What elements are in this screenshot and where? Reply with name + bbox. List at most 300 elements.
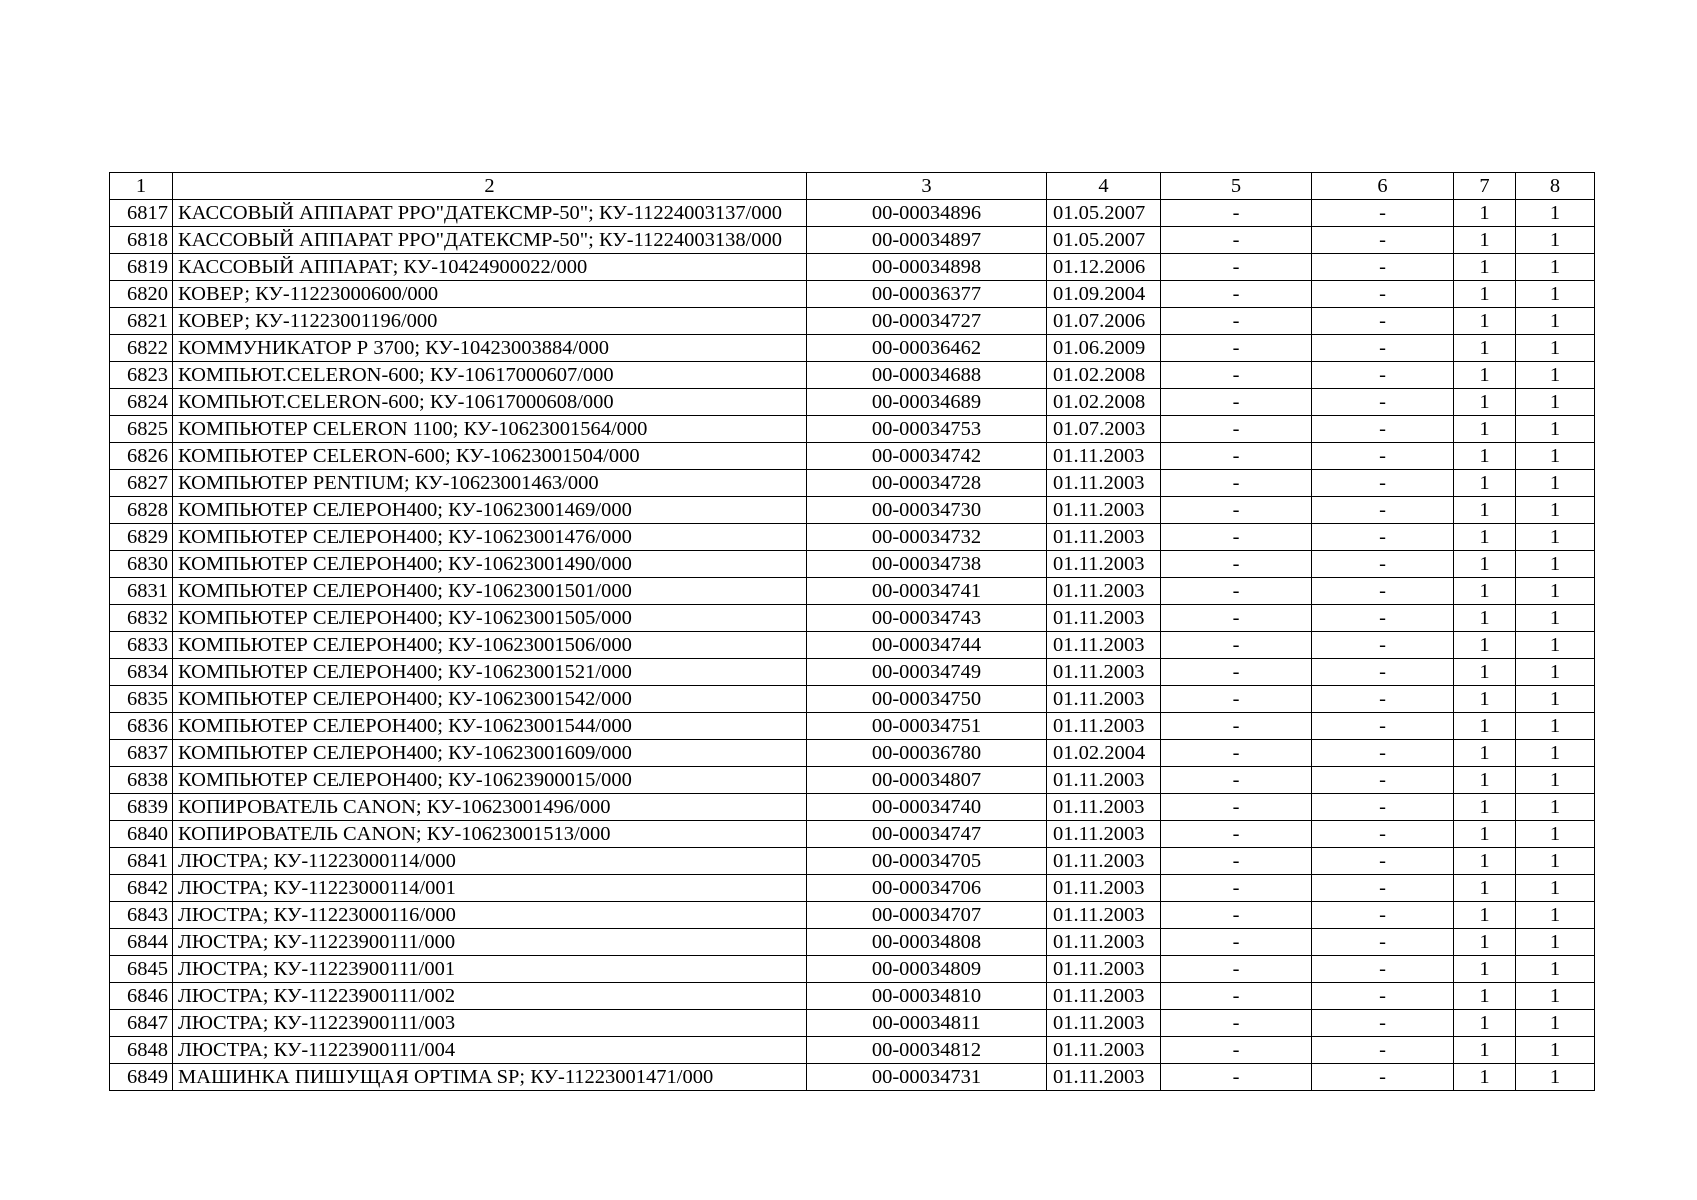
column-8-cell: 1 (1516, 902, 1595, 929)
column-5-cell: - (1161, 686, 1312, 713)
date-cell: 01.11.2003 (1047, 1010, 1161, 1037)
column-6-cell: - (1312, 416, 1454, 443)
item-name-cell: КОМПЬЮТЕР CELERON 1100; КУ-10623001564/000 (173, 416, 807, 443)
inventory-code-cell: 00-00034689 (807, 389, 1047, 416)
row-number-cell: 6846 (110, 983, 173, 1010)
column-6-cell: - (1312, 389, 1454, 416)
item-name-cell: КОМПЬЮТЕР СЕЛЕРОН400; КУ-10623001506/000 (173, 632, 807, 659)
column-8-cell: 1 (1516, 416, 1595, 443)
column-6-cell: - (1312, 254, 1454, 281)
inventory-code-cell: 00-00034811 (807, 1010, 1047, 1037)
date-cell: 01.11.2003 (1047, 875, 1161, 902)
inventory-code-cell: 00-00034744 (807, 632, 1047, 659)
item-name-cell: КОМПЬЮТЕР СЕЛЕРОН400; КУ-10623001469/000 (173, 497, 807, 524)
column-8-cell: 1 (1516, 362, 1595, 389)
column-8-cell: 1 (1516, 686, 1595, 713)
column-6-cell: - (1312, 848, 1454, 875)
row-number-cell: 6828 (110, 497, 173, 524)
date-cell: 01.09.2004 (1047, 281, 1161, 308)
inventory-code-cell: 00-00034727 (807, 308, 1047, 335)
table-row (110, 578, 1595, 605)
column-7-cell: 1 (1454, 308, 1516, 335)
column-7-cell: 1 (1454, 659, 1516, 686)
column-7-cell: 1 (1454, 416, 1516, 443)
column-7-cell: 1 (1454, 686, 1516, 713)
table-row (110, 1010, 1595, 1037)
column-6-cell: - (1312, 1037, 1454, 1064)
table-row (110, 227, 1595, 254)
row-number-cell: 6841 (110, 848, 173, 875)
inventory-code-cell: 00-00034749 (807, 659, 1047, 686)
column-6-cell: - (1312, 281, 1454, 308)
row-number-cell: 6838 (110, 767, 173, 794)
date-cell: 01.02.2008 (1047, 362, 1161, 389)
table-row (110, 335, 1595, 362)
date-cell: 01.11.2003 (1047, 605, 1161, 632)
column-5-cell: - (1161, 821, 1312, 848)
row-number-cell: 6818 (110, 227, 173, 254)
inventory-code-cell: 00-00034898 (807, 254, 1047, 281)
date-cell: 01.11.2003 (1047, 578, 1161, 605)
column-6-cell: - (1312, 740, 1454, 767)
inventory-code-cell: 00-00034728 (807, 470, 1047, 497)
column-8-cell: 1 (1516, 200, 1595, 227)
column-7-cell: 1 (1454, 227, 1516, 254)
column-5-cell: - (1161, 551, 1312, 578)
column-8-cell: 1 (1516, 443, 1595, 470)
column-5-cell: - (1161, 497, 1312, 524)
item-name-cell: КАССОВЫЙ АППАРАТ РРО"ДАТЕКСМР-50"; КУ-11224003138/000 (173, 227, 807, 254)
item-name-cell: КОММУНИКАТОР Р 3700; КУ-10423003884/000 (173, 335, 807, 362)
item-name-cell: КОМПЬЮТЕР СЕЛЕРОН400; КУ-10623900015/000 (173, 767, 807, 794)
column-5-cell: - (1161, 929, 1312, 956)
column-8-cell: 1 (1516, 605, 1595, 632)
column-8-cell: 1 (1516, 1037, 1595, 1064)
column-header-3: 3 (807, 173, 1047, 200)
date-cell: 01.05.2007 (1047, 200, 1161, 227)
column-6-cell: - (1312, 686, 1454, 713)
item-name-cell: КОПИРОВАТЕЛЬ CANON; КУ-10623001513/000 (173, 821, 807, 848)
column-5-cell: - (1161, 254, 1312, 281)
item-name-cell: КОВЕР; КУ-11223001196/000 (173, 308, 807, 335)
row-number-cell: 6823 (110, 362, 173, 389)
inventory-code-cell: 00-00034743 (807, 605, 1047, 632)
column-7-cell: 1 (1454, 335, 1516, 362)
row-number-cell: 6833 (110, 632, 173, 659)
column-6-cell: - (1312, 443, 1454, 470)
column-5-cell: - (1161, 767, 1312, 794)
column-5-cell: - (1161, 713, 1312, 740)
inventory-code-cell: 00-00034809 (807, 956, 1047, 983)
table-row (110, 524, 1595, 551)
inventory-code-cell: 00-00036780 (807, 740, 1047, 767)
column-6-cell: - (1312, 713, 1454, 740)
column-8-cell: 1 (1516, 281, 1595, 308)
date-cell: 01.11.2003 (1047, 686, 1161, 713)
column-5-cell: - (1161, 605, 1312, 632)
row-number-cell: 6825 (110, 416, 173, 443)
column-7-cell: 1 (1454, 1037, 1516, 1064)
column-6-cell: - (1312, 470, 1454, 497)
column-5-cell: - (1161, 335, 1312, 362)
column-6-cell: - (1312, 875, 1454, 902)
column-7-cell: 1 (1454, 200, 1516, 227)
inventory-code-cell: 00-00034707 (807, 902, 1047, 929)
table-row (110, 902, 1595, 929)
table-row (110, 686, 1595, 713)
table-row (110, 416, 1595, 443)
column-7-cell: 1 (1454, 281, 1516, 308)
inventory-code-cell: 00-00034747 (807, 821, 1047, 848)
row-number-cell: 6817 (110, 200, 173, 227)
column-5-cell: - (1161, 281, 1312, 308)
row-number-cell: 6849 (110, 1064, 173, 1091)
column-7-cell: 1 (1454, 983, 1516, 1010)
column-5-cell: - (1161, 1064, 1312, 1091)
table-row (110, 389, 1595, 416)
item-name-cell: КОМПЬЮТЕР СЕЛЕРОН400; КУ-10623001476/000 (173, 524, 807, 551)
row-number-cell: 6843 (110, 902, 173, 929)
table-row (110, 956, 1595, 983)
column-6-cell: - (1312, 524, 1454, 551)
inventory-code-cell: 00-00034753 (807, 416, 1047, 443)
inventory-code-cell: 00-00034751 (807, 713, 1047, 740)
column-7-cell: 1 (1454, 956, 1516, 983)
item-name-cell: КАССОВЫЙ АППАРАТ; КУ-10424900022/000 (173, 254, 807, 281)
table-row (110, 929, 1595, 956)
column-5-cell: - (1161, 632, 1312, 659)
column-7-cell: 1 (1454, 902, 1516, 929)
column-7-cell: 1 (1454, 740, 1516, 767)
column-7-cell: 1 (1454, 524, 1516, 551)
column-6-cell: - (1312, 794, 1454, 821)
date-cell: 01.02.2008 (1047, 389, 1161, 416)
inventory-code-cell: 00-00034731 (807, 1064, 1047, 1091)
table-row (110, 308, 1595, 335)
column-6-cell: - (1312, 1010, 1454, 1037)
inventory-code-cell: 00-00034732 (807, 524, 1047, 551)
item-name-cell: КОПИРОВАТЕЛЬ CANON; КУ-10623001496/000 (173, 794, 807, 821)
column-7-cell: 1 (1454, 794, 1516, 821)
inventory-code-cell: 00-00034738 (807, 551, 1047, 578)
row-number-cell: 6835 (110, 686, 173, 713)
inventory-code-cell: 00-00034740 (807, 794, 1047, 821)
item-name-cell: ЛЮСТРА; КУ-11223900111/003 (173, 1010, 807, 1037)
column-7-cell: 1 (1454, 551, 1516, 578)
column-7-cell: 1 (1454, 713, 1516, 740)
inventory-code-cell: 00-00034896 (807, 200, 1047, 227)
date-cell: 01.11.2003 (1047, 794, 1161, 821)
item-name-cell: КОВЕР; КУ-11223000600/000 (173, 281, 807, 308)
table-header-row (110, 173, 1595, 200)
date-cell: 01.02.2004 (1047, 740, 1161, 767)
column-5-cell: - (1161, 443, 1312, 470)
table-row (110, 497, 1595, 524)
inventory-code-cell: 00-00034706 (807, 875, 1047, 902)
item-name-cell: КОМПЬЮТЕР СЕЛЕРОН400; КУ-10623001505/000 (173, 605, 807, 632)
date-cell: 01.06.2009 (1047, 335, 1161, 362)
column-8-cell: 1 (1516, 254, 1595, 281)
column-8-cell: 1 (1516, 983, 1595, 1010)
column-5-cell: - (1161, 875, 1312, 902)
inventory-code-cell: 00-00034810 (807, 983, 1047, 1010)
column-7-cell: 1 (1454, 1010, 1516, 1037)
column-5-cell: - (1161, 470, 1312, 497)
column-6-cell: - (1312, 335, 1454, 362)
column-5-cell: - (1161, 659, 1312, 686)
table-row (110, 983, 1595, 1010)
inventory-code-cell: 00-00036377 (807, 281, 1047, 308)
column-5-cell: - (1161, 983, 1312, 1010)
table-row (110, 200, 1595, 227)
column-header-7: 7 (1454, 173, 1516, 200)
item-name-cell: КОМПЬЮТЕР CELERON-600; КУ-10623001504/000 (173, 443, 807, 470)
column-7-cell: 1 (1454, 497, 1516, 524)
date-cell: 01.07.2006 (1047, 308, 1161, 335)
item-name-cell: КОМПЬЮТЕР СЕЛЕРОН400; КУ-10623001609/000 (173, 740, 807, 767)
item-name-cell: КОМПЬЮТЕР СЕЛЕРОН400; КУ-10623001501/000 (173, 578, 807, 605)
column-5-cell: - (1161, 308, 1312, 335)
row-number-cell: 6832 (110, 605, 173, 632)
column-6-cell: - (1312, 578, 1454, 605)
column-6-cell: - (1312, 497, 1454, 524)
item-name-cell: КОМПЬЮТЕР PENTIUM; КУ-10623001463/000 (173, 470, 807, 497)
row-number-cell: 6845 (110, 956, 173, 983)
column-6-cell: - (1312, 632, 1454, 659)
date-cell: 01.11.2003 (1047, 497, 1161, 524)
column-7-cell: 1 (1454, 578, 1516, 605)
table-row (110, 254, 1595, 281)
column-6-cell: - (1312, 767, 1454, 794)
column-8-cell: 1 (1516, 497, 1595, 524)
row-number-cell: 6822 (110, 335, 173, 362)
column-7-cell: 1 (1454, 254, 1516, 281)
row-number-cell: 6819 (110, 254, 173, 281)
column-header-8: 8 (1516, 173, 1595, 200)
column-6-cell: - (1312, 551, 1454, 578)
column-header-4: 4 (1047, 173, 1161, 200)
date-cell: 01.11.2003 (1047, 659, 1161, 686)
column-5-cell: - (1161, 200, 1312, 227)
date-cell: 01.12.2006 (1047, 254, 1161, 281)
row-number-cell: 6837 (110, 740, 173, 767)
column-8-cell: 1 (1516, 848, 1595, 875)
column-5-cell: - (1161, 227, 1312, 254)
row-number-cell: 6842 (110, 875, 173, 902)
table-row (110, 605, 1595, 632)
column-5-cell: - (1161, 578, 1312, 605)
column-5-cell: - (1161, 1010, 1312, 1037)
column-8-cell: 1 (1516, 713, 1595, 740)
column-5-cell: - (1161, 956, 1312, 983)
column-7-cell: 1 (1454, 929, 1516, 956)
table-row (110, 740, 1595, 767)
inventory-code-cell: 00-00034742 (807, 443, 1047, 470)
column-6-cell: - (1312, 1064, 1454, 1091)
row-number-cell: 6829 (110, 524, 173, 551)
column-7-cell: 1 (1454, 470, 1516, 497)
inventory-code-cell: 00-00034705 (807, 848, 1047, 875)
item-name-cell: МАШИНКА ПИШУЩАЯ OPTIMA SP; КУ-11223001471/000 (173, 1064, 807, 1091)
column-header-2: 2 (173, 173, 807, 200)
table-row (110, 551, 1595, 578)
column-8-cell: 1 (1516, 470, 1595, 497)
column-8-cell: 1 (1516, 1064, 1595, 1091)
column-6-cell: - (1312, 362, 1454, 389)
column-8-cell: 1 (1516, 632, 1595, 659)
item-name-cell: КОМПЬЮТЕР СЕЛЕРОН400; КУ-10623001521/000 (173, 659, 807, 686)
row-number-cell: 6848 (110, 1037, 173, 1064)
row-number-cell: 6844 (110, 929, 173, 956)
date-cell: 01.11.2003 (1047, 929, 1161, 956)
date-cell: 01.11.2003 (1047, 551, 1161, 578)
row-number-cell: 6831 (110, 578, 173, 605)
table-row (110, 281, 1595, 308)
column-8-cell: 1 (1516, 335, 1595, 362)
column-6-cell: - (1312, 821, 1454, 848)
row-number-cell: 6839 (110, 794, 173, 821)
column-8-cell: 1 (1516, 1010, 1595, 1037)
item-name-cell: КОМПЬЮТЕР СЕЛЕРОН400; КУ-10623001542/000 (173, 686, 807, 713)
row-number-cell: 6824 (110, 389, 173, 416)
column-7-cell: 1 (1454, 767, 1516, 794)
column-5-cell: - (1161, 794, 1312, 821)
table-row (110, 470, 1595, 497)
row-number-cell: 6827 (110, 470, 173, 497)
column-5-cell: - (1161, 524, 1312, 551)
table-row (110, 659, 1595, 686)
column-5-cell: - (1161, 848, 1312, 875)
table-row (110, 821, 1595, 848)
table-row (110, 848, 1595, 875)
date-cell: 01.11.2003 (1047, 713, 1161, 740)
column-8-cell: 1 (1516, 524, 1595, 551)
column-6-cell: - (1312, 983, 1454, 1010)
column-8-cell: 1 (1516, 794, 1595, 821)
row-number-cell: 6821 (110, 308, 173, 335)
date-cell: 01.11.2003 (1047, 983, 1161, 1010)
column-7-cell: 1 (1454, 605, 1516, 632)
column-6-cell: - (1312, 929, 1454, 956)
date-cell: 01.11.2003 (1047, 632, 1161, 659)
column-6-cell: - (1312, 956, 1454, 983)
column-header-1: 1 (110, 173, 173, 200)
inventory-code-cell: 00-00034730 (807, 497, 1047, 524)
inventory-code-cell: 00-00034741 (807, 578, 1047, 605)
column-7-cell: 1 (1454, 632, 1516, 659)
inventory-code-cell: 00-00036462 (807, 335, 1047, 362)
date-cell: 01.11.2003 (1047, 1064, 1161, 1091)
column-6-cell: - (1312, 659, 1454, 686)
column-7-cell: 1 (1454, 389, 1516, 416)
column-8-cell: 1 (1516, 659, 1595, 686)
column-5-cell: - (1161, 362, 1312, 389)
inventory-table (109, 172, 1595, 1091)
column-6-cell: - (1312, 227, 1454, 254)
date-cell: 01.11.2003 (1047, 767, 1161, 794)
date-cell: 01.11.2003 (1047, 443, 1161, 470)
inventory-code-cell: 00-00034808 (807, 929, 1047, 956)
table-row (110, 362, 1595, 389)
date-cell: 01.11.2003 (1047, 956, 1161, 983)
row-number-cell: 6847 (110, 1010, 173, 1037)
table-row (110, 713, 1595, 740)
column-8-cell: 1 (1516, 551, 1595, 578)
row-number-cell: 6820 (110, 281, 173, 308)
column-5-cell: - (1161, 740, 1312, 767)
item-name-cell: ЛЮСТРА; КУ-11223000114/000 (173, 848, 807, 875)
table-row (110, 767, 1595, 794)
date-cell: 01.11.2003 (1047, 470, 1161, 497)
column-8-cell: 1 (1516, 956, 1595, 983)
column-6-cell: - (1312, 902, 1454, 929)
item-name-cell: КОМПЬЮТЕР СЕЛЕРОН400; КУ-10623001490/000 (173, 551, 807, 578)
column-7-cell: 1 (1454, 362, 1516, 389)
table-row (110, 1037, 1595, 1064)
item-name-cell: ЛЮСТРА; КУ-11223900111/001 (173, 956, 807, 983)
column-7-cell: 1 (1454, 875, 1516, 902)
column-7-cell: 1 (1454, 1064, 1516, 1091)
item-name-cell: ЛЮСТРА; КУ-11223900111/002 (173, 983, 807, 1010)
table-row (110, 875, 1595, 902)
date-cell: 01.11.2003 (1047, 1037, 1161, 1064)
item-name-cell: ЛЮСТРА; КУ-11223900111/004 (173, 1037, 807, 1064)
column-7-cell: 1 (1454, 443, 1516, 470)
column-8-cell: 1 (1516, 929, 1595, 956)
column-8-cell: 1 (1516, 821, 1595, 848)
date-cell: 01.05.2007 (1047, 227, 1161, 254)
inventory-code-cell: 00-00034897 (807, 227, 1047, 254)
column-8-cell: 1 (1516, 308, 1595, 335)
date-cell: 01.07.2003 (1047, 416, 1161, 443)
row-number-cell: 6840 (110, 821, 173, 848)
table-row (110, 632, 1595, 659)
column-6-cell: - (1312, 200, 1454, 227)
column-header-5: 5 (1161, 173, 1312, 200)
column-8-cell: 1 (1516, 740, 1595, 767)
date-cell: 01.11.2003 (1047, 524, 1161, 551)
column-6-cell: - (1312, 308, 1454, 335)
column-6-cell: - (1312, 605, 1454, 632)
column-7-cell: 1 (1454, 848, 1516, 875)
column-8-cell: 1 (1516, 389, 1595, 416)
table-row (110, 443, 1595, 470)
column-5-cell: - (1161, 416, 1312, 443)
date-cell: 01.11.2003 (1047, 821, 1161, 848)
table-row (110, 794, 1595, 821)
column-7-cell: 1 (1454, 821, 1516, 848)
inventory-code-cell: 00-00034807 (807, 767, 1047, 794)
column-5-cell: - (1161, 389, 1312, 416)
column-header-6: 6 (1312, 173, 1454, 200)
item-name-cell: ЛЮСТРА; КУ-11223000116/000 (173, 902, 807, 929)
table-row (110, 1064, 1595, 1091)
inventory-code-cell: 00-00034750 (807, 686, 1047, 713)
column-8-cell: 1 (1516, 578, 1595, 605)
inventory-code-cell: 00-00034688 (807, 362, 1047, 389)
item-name-cell: ЛЮСТРА; КУ-11223000114/001 (173, 875, 807, 902)
column-5-cell: - (1161, 1037, 1312, 1064)
item-name-cell: КАССОВЫЙ АППАРАТ РРО"ДАТЕКСМР-50"; КУ-11224003137/000 (173, 200, 807, 227)
row-number-cell: 6834 (110, 659, 173, 686)
column-8-cell: 1 (1516, 875, 1595, 902)
row-number-cell: 6830 (110, 551, 173, 578)
column-8-cell: 1 (1516, 767, 1595, 794)
date-cell: 01.11.2003 (1047, 902, 1161, 929)
item-name-cell: КОМПЬЮТ.CELERON-600; КУ-10617000608/000 (173, 389, 807, 416)
column-8-cell: 1 (1516, 227, 1595, 254)
date-cell: 01.11.2003 (1047, 848, 1161, 875)
